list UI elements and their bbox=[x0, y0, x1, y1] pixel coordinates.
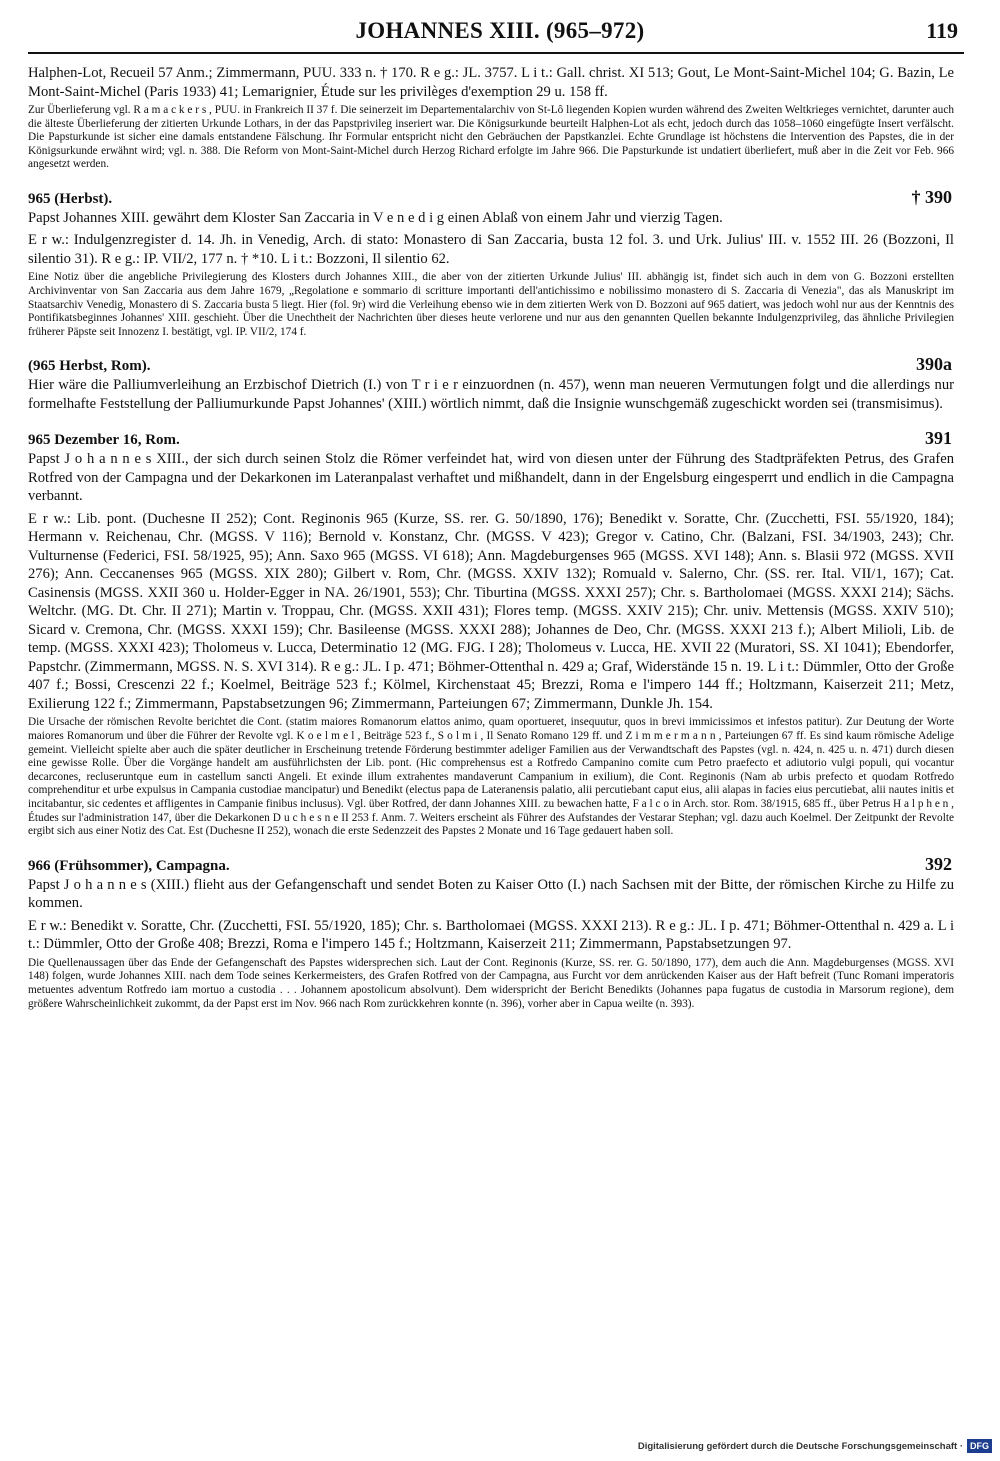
entry-note: Die Quellenaussagen über das Ende der Gefangenschaft des Papstes widersprechen sich. Laut der Cont. Reginonis (Kurze, SS. rer. G. 50/1890, 177), dem auch die Ann. Magdeburgenses (MGSS. XVI 148) folgen, wurde Johannes XIII. nach dem Tode seines Kerkermeisters, des Grafen Rotfred von der Campagna, aus Furcht vor dem anrückenden Kaiser aus der Haft befreit (Tunc Romani imperatoris metuentes adventum Rotfredo iam mortuo a custodia . . . Johannem apostolicum absolvunt). Dem widerspricht der Bericht Benedikts (Johannes papa fugatus de custodia in Marsorum regione), dem größere Wahrscheinlichkeit zukommt, da der Papst erst im Nov. 966 nach Rom zurückkehren konnte (n. 396), vorher aber in Capua weilte (n. 393). bbox=[28, 956, 954, 1010]
regest-entry bbox=[28, 355, 954, 413]
entry-date: (965 Herbst, Rom). bbox=[28, 358, 151, 375]
digitization-footer bbox=[638, 1439, 992, 1453]
dfg-logo-icon: DFG bbox=[967, 1439, 992, 1453]
page-content bbox=[28, 64, 954, 1011]
entry-date: 966 (Frühsommer), Campagna. bbox=[28, 857, 230, 874]
entry-heading bbox=[28, 355, 954, 376]
entry-summary: Papst J o h a n n e s XIII., der sich durch seinen Stolz die Römer verfeindet hat, wird von diesen unter der Führung des Stadtpräfekten Petrus, des Grafen Rotfred von der Campagna und der Dekarkonen im Lateranpalast verhaftet und mißhandelt, dann in der Engelsburg eingesperrt und endlich in die Campagna verbannt. bbox=[28, 451, 954, 505]
entry-heading bbox=[28, 429, 954, 450]
entry-summary: Papst Johannes XIII. gewährt dem Kloster San Zaccaria in V e n e d i g einen Ablaß von einem Jahr und vierzig Tagen. bbox=[28, 209, 723, 226]
entry-date: 965 Dezember 16, Rom. bbox=[28, 432, 180, 449]
entry-summary: Papst J o h a n n e s (XIII.) flieht aus der Gefangenschaft und sendet Boten zu Kaiser Otto (I.) nach Sachsen mit der Bitte, der römischen Kirche zu Hilfe zu kommen. bbox=[28, 876, 954, 912]
page-number: 119 bbox=[926, 18, 958, 43]
entry-references: E r w.: Indulgenzregister d. 14. Jh. in Venedig, Arch. di stato: Monastero di San Zaccaria, busta 12 fol. 3. und Urk. Julius' III. v. 1552 III. 26 (Bozzoni, Il silentio 31). R e g.: IP. VII/2, 177 n. † *10. L i t.: Bozzoni, Il silentio 62. bbox=[28, 232, 954, 267]
regest-entry bbox=[28, 429, 954, 838]
entry-number: 391 bbox=[925, 428, 952, 449]
entry-references: E r w.: Benedikt v. Soratte, Chr. (Zucchetti, FSI. 55/1920, 185); Chr. s. Bartholomaei (MGSS. XXXI 213). R e g.: JL. I p. 471; Böhmer-Ottenthal n. 429 a. L i t.: Dümmler, Otto der Große 408; Brezzi, Roma e l'impero 145 f.; Holtzmann, Kaiserzeit 211; Zimmermann, Papstabsetzungen 97. bbox=[28, 917, 954, 953]
page-header bbox=[0, 18, 1000, 52]
entry-note: Eine Notiz über die angebliche Privilegierung des Klosters durch Johannes XIII., die aber von der zitierten Urkunde Julius' III. abhängig ist, findet sich auch in dem von G. Bozzoni erstellten Archivinventar von San Zaccaria aus dem Jahre 1679, „Regolatione e sommario di scritture importanti dell'antichissimo e nobilissimo monastero di S. Zaccaria di Venezia", das als Manuskript im Staatsarchiv Venedig, Monastero di S. Zaccaria busta 5 liegt. Hier (fol. 9r) wird die Verleihung ebenso wie in dem zitierten Werk von D. Bozzoni auf 965 datiert, was jedoch wohl nur aus der Kenntnis des Pontifikatsbeginnes Johannes' XIII. geschieht. Über die Unechtheit der Nachrichten über dieses heute verlorene und nur aus den genannten Quellen bekannte Indulgenzprivileg, das ähnliche Privilegien früherer Päpste seit Innozenz I. bestätigt, vgl. IP. VII/2, 174 f. bbox=[28, 271, 954, 338]
continued-note: Zur Überlieferung vgl. R a m a c k e r s , PUU. in Frankreich II 37 f. Die seinerzeit im Departementalarchiv von St-Lô liegenden Kopien wurden während des Zweiten Weltkrieges vernichtet, darunter auch die älteste Überlieferung der zitierten Urkunde Lothars, in der das Papstprivileg inseriert war. Die Königsurkunde beurteilt Halphen-Lot als echt, jedoch durch das 1058–1060 eingefügte Insert verfälscht. Die Papsturkunde ist sicher eine damals entstandene Fälschung. Ihr Formular entspricht nicht den Gebräuchen der Papstkanzlei. Echte Grundlage ist höchstens die Intervention des Papstes, die in der Königsurkunde erwähnt wird; vgl. n. 388. Die Reform von Mont-Saint-Michel durch Herzog Richard erfolgte im Jahre 966. Die Papsturkunde ist undatiert überliefert, muß aber in die Zeit vor Feb. 966 angesetzt werden. bbox=[28, 104, 954, 171]
entry-references: E r w.: Lib. pont. (Duchesne II 252); Cont. Reginonis 965 (Kurze, SS. rer. G. 50/1890, 176); Benedikt v. Soratte, Chr. (Zucchetti, FSI. 55/1920, 184); Hermann v. Reichenau, Chr. (MGSS. V 116); Bernold v. Konstanz, Chr. (MGSS. V 423); Gregor v. Catino, Chr. (Balzani, FSI. 34/1903, 243); Chr. Vulturnense (Federici, FSI. 58/1925, 95); Ann. Saxo 965 (MGSS. VI 618); Ann. Magdeburgenses 965 (MGSS. XVI 148); Ann. s. Blasii 972 (MGSS. XVII 276); Ann. Ceccanenses 965 (MGSS. XIX 280); Gilbert v. Rom, Chr. (MGSS. XXIV 132); Romuald v. Salerno, Chr. (SS. rer. Ital. VII/1, 167); Cat. Casinensis (MGSS. XXII 360 u. Holder-Egger in NA. 26/1901, 553); Chr. Tiburtina (MGSS. XXXI 257); Chr. s. Bartholomaei (MGSS. XXXI 214); Sächs. Weltchr. (MG. Dt. Chr. II 271); Martin v. Troppau, Chr. (MGSS. XXII 431); Flores temp. (MGSS. XXIV 215); Chr. univ. Mettensis (MGSS. XXIV 510); Sicard v. Cremona, Chr. (MGSS. XXXI 159); Chr. Basileense (MGSS. XXXI 288); Johannes de Deo, Chr. (MGSS. XXXI 213 f.); Albert Milioli, Lib. de temp. (MGSS. XXXI 423); Tholomeus v. Lucca, Determinatio 12 (MG. FJG. I 28); Tholomeus v. Lucca, HE. XVII 22 (Muratori, SS. XI 1041); Ebendorfer, Papstchr. (Zimmermann, MGSS. N. S. XVI 314). R e g.: JL. I p. 471; Böhmer-Ottenthal n. 429 a; Graf, Widerstände 15 n. 19. L i t.: Dümmler, Otto der Große 407 f.; Bossi, Crescenzi 22 f.; Koelmel, Beiträge 523 f.; Kölmel, Kirchenstaat 45; Brezzi, Roma e l'impero 144 ff.; Holtzmann, Kaiserzeit 211; Metz, Exilierung 122 f.; Zimmermann, Papstabsetzungen 96; Zimmermann, Parteiungen 67; Zimmermann, Dunkle Jh. 154. bbox=[28, 510, 954, 712]
regest-entry bbox=[28, 855, 954, 1011]
entry-note: Die Ursache der römischen Revolte berichtet die Cont. (statim maiores Romanorum elattos animo, quam oportueret, insequutur, quos in brevi immicissimos et infestos patitur). Zur Deutung der Worte maiores Romanorum und über die Führer der Revolte vgl. K o e l m e l , Beiträge 523 f., S o l m i , Il Senato Romano 129 ff. und Z i m m e r m a n n , Parteiungen 67 ff. Es sind kaum römische Adelige gemeint. Vielleicht spielte aber auch die später deutlicher in Erscheinung tretende Förderung bestimmter adeliger Familien aus der Verwandtschaft des Papstes (vgl. n. 424, n. 425 u. n. 471) durch diesen eine gewisse Rolle. Über die Vorgänge handelt am ausführlichsten der Lib. pont. (Hic comprehensus est a Rotfredo Campanino comite cum Petro praefecto et adiutorio vulgi populi, qui vocantur decarcones, recluseruntque eum in castellum sancti Angeli. Et exinde illum extrahentes mandaverunt Campanium in exilium), die Cont. Reginonis (Nam ab urbis prefecto et quodam Rotfredo comprehenditur et urbe expulsus in Campania custodiae mancipatur) und Benedikt (electus papa de Lateranensis palatio, alii percutiebant caput eius, alii alapas in facies eius percutiebat, alii nautes initis et incitabantur, sic cedentes et affligentes in Campanie finibus inclusus). Vgl. über Rotfred, der dann Johannes XIII. zu bewachen hatte, F a l c o in Arch. stor. Rom. 38/1915, 685 ff., über Petrus H a l p h e n , Études sur l'administration 147, über die Dekarkonen D u c h e s n e II 253 f. Anm. 7. Weiters erscheint als Führer des Aufstandes der Vestarar Stephan; vgl. dazu auch Koelmel. Der Zeitpunkt der Revolte ergibt sich aus einer Notiz des Cat. Est (Duchesne II 252), wonach die erste Sedenzzeit des Papstes 2 Monate und 16 Tage gedauert haben soll. bbox=[28, 716, 954, 838]
entry-summary: Hier wäre die Palliumverleihung an Erzbischof Dietrich (I.) von T r i e r einzuordnen (n. 457), wenn man neueren Vermutungen folgt und die allerdings nur formelhafte Feststellung der Palliumurkunde Papst Johannes' (XIII.) wörtlich nimmt, daß die Insignie wunschgemäß zugeschickt worden sei (transmisimus). bbox=[28, 377, 954, 412]
entry-heading bbox=[28, 188, 954, 209]
entry-date: 965 (Herbst). bbox=[28, 190, 113, 207]
continued-references: Halphen-Lot, Recueil 57 Anm.; Zimmermann, PUU. 333 n. † 170. R e g.: JL. 3757. L i t.: Gall. christ. XI 513; Gout, Le Mont-Saint-Michel 104; G. Bazin, Le Mont-Saint-Michel (Paris 1933) 41; Lemarignier, Étude sur les privilèges d'exemption 29 u. 158 ff. bbox=[28, 65, 954, 100]
entry-number: 390a bbox=[916, 354, 952, 375]
entry-number: † 390 bbox=[911, 186, 952, 207]
running-title: JOHANNES XIII. (965–972) bbox=[355, 18, 645, 43]
entry-heading bbox=[28, 855, 954, 876]
continued-entry bbox=[28, 64, 954, 172]
footer-credit: Digitalisierung gefördert durch die Deutsche Forschungsgemeinschaft · bbox=[637, 1440, 963, 1452]
header-rule bbox=[28, 52, 964, 54]
regest-entry bbox=[28, 188, 954, 339]
entry-number: 392 bbox=[925, 853, 952, 874]
